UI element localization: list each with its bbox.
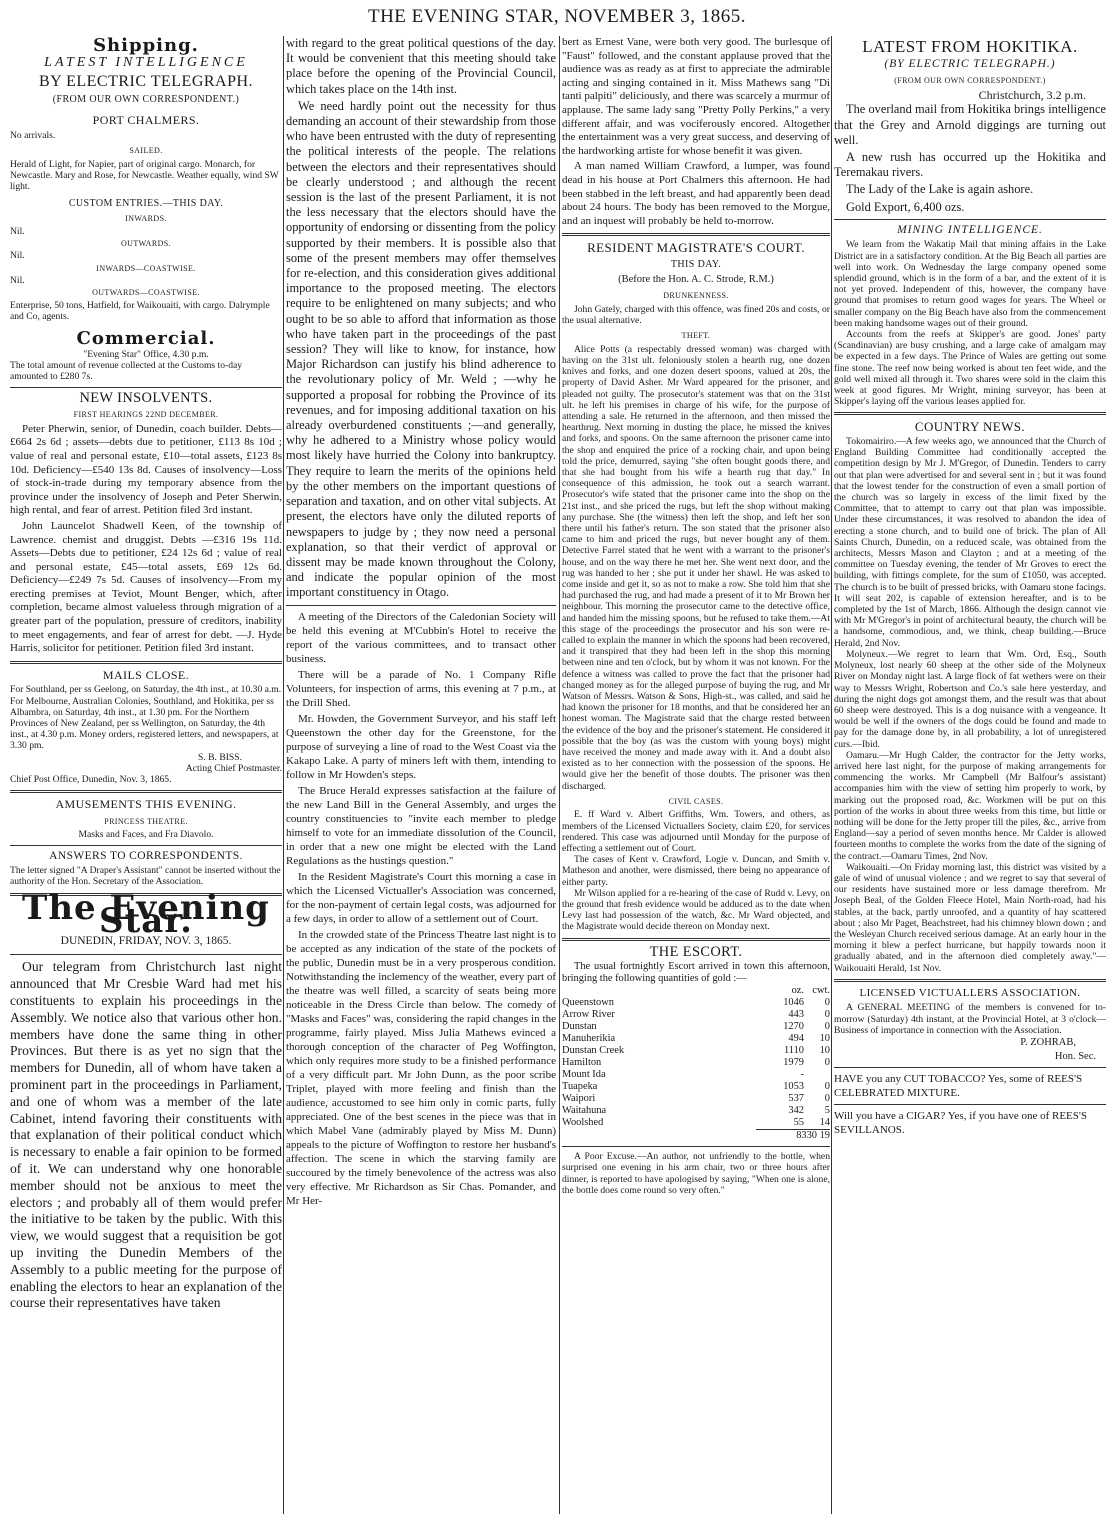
port-chalmers-heading: PORT CHALMERS.: [92, 113, 200, 128]
new-insolvents-heading: NEW INSOLVENTS.: [79, 389, 213, 406]
poor-excuse: A Poor Excuse.—An author, not unfriendly to the bottle, when surprised one evening in his arm chair, two or three hours after dinner, is reported to have apologised by saying, "When one is alone, the bottle does come round so very often.": [562, 1151, 830, 1196]
zohrab-name: P. ZOHRAB,: [1020, 1036, 1076, 1048]
answers-heading: ANSWERS TO CORRESPONDENTS.: [49, 849, 243, 862]
table-row: Dunstan Creek 1110 10: [562, 1045, 830, 1057]
column-1: [10, 36, 282, 1514]
column-rule: [559, 36, 560, 1514]
civil-cases-heading: CIVIL CASES.: [668, 796, 724, 806]
column-rule: [831, 36, 832, 1514]
inwards-heading: INWARDS.: [125, 213, 167, 223]
latest-intelligence: LATEST INTELLIGENCE: [44, 54, 248, 70]
lady-of-lake: The Lady of the Lake is again ashore.: [846, 182, 1034, 197]
enterprise-entry: Enterprise, 50 tons, Hatfield, for Waikouaiti, with cargo. Dalrymple and Co, agents.: [10, 299, 270, 323]
rmc-heading: RESIDENT MAGISTRATE'S COURT.: [587, 240, 805, 256]
column-3: [562, 36, 830, 1514]
masthead: THE EVENING STAR, NOVEMBER 3, 1865.: [367, 6, 747, 27]
by-electric-telegraph: BY ELECTRIC TELEGRAPH.: [38, 73, 254, 91]
shipping-heading: Shipping.: [93, 36, 199, 56]
overland-mail: The overland mail from Hokitika brings intelligence that the Grey and Arnold diggings are turning out well.: [834, 102, 1106, 147]
inwards-coastwise-nil: Nil.: [10, 275, 25, 287]
escort-total: 8330 19: [756, 1130, 830, 1143]
own-correspondent: (FROM OUR OWN CORRESPONDENT.): [52, 93, 240, 105]
column-2: [286, 36, 556, 1514]
table-row: Hamilton 1979 0: [562, 1057, 830, 1069]
review-continued: bert as Ernest Vane, were both very good. The burlesque of "Faust" followed, and the constant applause proved that the audience was as ready as at first to appreciate the admirable acting and singing contained in it. Miss Mathews sang "Di tanti palpiti" deliciously, and there was scarcely a murmur of applause. The same lady sang "Pretty Polly Perkins," a very different affair, and was vociferously encored. Altogether the entertainment was a very great success, and deserving of the hardworking artiste for whose benefit it was given.: [562, 36, 830, 157]
table-row: Waitahuna 342 5: [562, 1105, 830, 1117]
table-row: Queenstown 1046 0: [562, 997, 830, 1009]
princess-theatre-review: In the crowded state of the Princess Theatre last night is to be accepted as any indication of the state of the pockets of the public, Dunedin must be in a very prosperous condition. Notwithstanding the inclemency of the weather, every part of the theatre was well filled, a scarcity of seats being more noticeable in the Dress Circle than below. The comedy of "Masks and Faces" was, considering the rapid changes in the programme, fairly played. Miss Julia Mathews evinced a thorough conception of the character of Peg Woffington, which only requires more study to be a finished performance of a very difficult part. Mr John Dunn, as the poor scribe Triplet, played with more feeling and finish than the audience, accustomed to see him only in comic parts, fully appreciated. One of the best scenes in the piece was that in which Mabel Vane (admirably played by Miss M. Dunn) appeals to the picture of Woffington to restore her husband's affection. The scene in which the starving family are succoured by the timely benevolence of the actress was also very effective. Mr Richardson as Sir Chas. Pomander, and Mr Her-: [286, 928, 556, 1207]
table-row: Waipori 537 0: [562, 1093, 830, 1105]
own-correspondent-4: (FROM OUR OWN CORRESPONDENT.): [894, 76, 1046, 86]
kent-cases: The cases of Kent v. Crawford, Logie v. Duncan, and Smith v. Matheson and another, were dismissed, there being no appearance of either party.: [562, 854, 830, 888]
lva-heading: LICENSED VICTUALLERS ASSOCIATION.: [859, 986, 1081, 999]
inwards-coastwise-heading: INWARDS—COASTWISE.: [96, 263, 196, 273]
bruce-herald-note: The Bruce Herald expresses satisfaction at the failure of the new Land Bill in the General Assembly, and urges the country constituencies to "invite each member to pledge himself to vote for an immediate dissolution of the Council, in order that a new one might be elected with the Land Regulations as the hustings question.": [286, 784, 556, 867]
insolvent-keen: John Launcelot Shadwell Keen, of the township of Lawrence. chemist and druggist. Debts —£316 19s 11d. Assets—Debts due to petitioner, £24 12s 6d ; value of real and personal estate, £45—total assets, £69 12s 6d. Deficiency—£249 7s 5d. Causes of insolvency—From my erecting premises at Teviot, Mount Benger, which, after completion, became almost valueless through migration of a greater part of the population, pressure of creditors, inability to meet engagements, and fear of arrest for debt. —J. Hyde Harris, solicitor for petitioner. Petition filed 3rd instant.: [10, 519, 282, 655]
hon-sec: Hon. Sec.: [1054, 1050, 1096, 1062]
postmaster-name: S. B. BISS.: [198, 751, 242, 763]
table-row: Tuapeka 1053 0: [562, 1081, 830, 1093]
table-row: Arrow River 443 0: [562, 1009, 830, 1021]
potts-case: Alice Potts (a respectably dressed woman) was charged with having on the 31st ult. feloniously stolen a hearth rug, one dozen knives and forks, and one dozen desert spoons, valued at 20s, the property of David Asher. Mr Ward appeared for the prisoner, and pleaded not guilty. The prosecutor's statement was that on the 31st ult. he left his premises in charge of his wife, for the purpose of attending a sale. He returned in the afternoon, and then missed the hearthrug. Next morning in dusting the place, he missed the knives and forks, and spoons. On the same afternoon the prisoner came into the shop and enquired the price of a rocking chair, and upon being told the price, demurred, saying "she often bought goods there, and that she had bought from his wife a hearth rug that day." In consequence of this admission, he took out a search warrant. Prosecutor's wife stated that the prisoner came into the shop on the 21st inst., and she priced the rugs, but left the shop without making any purchase. She (the witness) then left the shop, and left her son there until his father's return. The son stated that the prisoner also came to him and priced the rugs, but never bought any of them. Detective Farrel stated that he went with a warrant to the prisoner's house, and on the way there he met her. She went next door, and the rug was handed to her ; she put it under her shawl. He was asked to come inside and get it, so as not to make a row. She told him that she had purchased the rug, and had made a present of it to Mr Brown her neighbour. This morning the prosecutor came to the detective office, and handed him the missing spoons, but he refused to take them.—At this stage of the proceedings the prosecutor and his son were re-called to explain the manner in which the spoons had been recovered, and it transpired that they had been left in the shop this morning between nine and ten o'clock, but by whom it was not known. For the defence a witness was called to prove the fact that the prisoner had changed money as for the alleged purpose of buying the rug, and Mr Watson of Messrs. Watson & Sons, High-st., was called, and said he had known the prisoner for 18 months, and that he considered her an honest woman. The Magistrate said that the charge rested between the evidence of the boy and the prisoner's statement. He considered it possible that the boy (as was the custom with young boys) might have received the money and made away with it. And a doubt also existed as to her connection with the possession of the spoons. He would give her the benefit of those doubts. The prisoner was then discharged.: [562, 343, 830, 792]
rifle-parade-note: There will be a parade of No. 1 Company Rifle Volunteers, for inspection of arms, this evening at 7 p.m., at the Drill Shed.: [286, 668, 556, 709]
tokomairiro-news: Tokomairiro.—A few weeks ago, we announced that the Church of England Building Committee had conditionally accepted the competition design by Mr J. M'Gregor, of Dunedin. Tenders to carry out that plan were advertised for and several sent in ; but it was found that the lowest tender for the construction of even a small portion of the church was so largely in excess of the limit fixed by the Committee, that to attempt to carry out that plan was impossible. Under these circumstances, it was resolved to abandon the idea of erecting a stone church, and to build one of brick. The plan of All Saints Church, Dunedin, on a reduced scale, was obtained from the architects, Messrs Mason and Clayton ; and at a meeting of the committee on Tuesday evening, the tender of Mr Groves to erect the building, with fittings complete, for the sum of £1050, was accepted. The church is to be built of pressed bricks, with Oamaru stone facings. It will seat 202, is capable of extension hereafter, and is to be completed by the 1st of March, 1866. Although the design cannot vie with Mr M'Gregor's in point of architectural beauty, the church will be a handsome, commodious, and, we think, cheap building.—Bruce Herald, 2nd Nov.: [834, 436, 1106, 649]
oamaru-news: Oamaru.—Mr Hugh Calder, the contractor for the Jetty works, arrived here last night, for the purpose of making arrangements for commencing the works. Mr Campbell (Mr Balfour's assistant) accompanies him with the view of setting him properly to work, by marking out the proposed road, &c. Workmen will be put on this portion of the works in about three weeks from this time, but little or nothing will be done for the Jetty proper till the piles, &c., arrive from England—say a period of seven months hence. Mr Calder is allowed fourteen months to complete the works from the date of the signing of the contract.—Oamaru Times, 2nd Nov.: [834, 749, 1106, 862]
before-magistrate: (Before the Hon. A. C. Strode, R.M.): [618, 273, 774, 285]
column-rule: [283, 36, 284, 1514]
crawford-death: A man named William Crawford, a lumper, was found dead in his house at Port Chalmers this afternoon. He had been stabbed in the left breast, and had apparently been dead about 24 hours. The body has been removed to the Morgue, and an inquest will probably be held to-morrow.: [562, 160, 830, 227]
sailed-heading: SAILED.: [129, 146, 163, 156]
country-news-heading: COUNTRY NEWS.: [914, 419, 1026, 435]
no-arrivals: No arrivals.: [10, 129, 56, 141]
caledonian-note: A meeting of the Directors of the Caledonian Society will be held this evening at M'Cubbin's Hotel to receive the report of the various committees, and to transact other business.: [286, 610, 556, 665]
masks-and-faces: Masks and Faces, and Fra Diavolo.: [78, 829, 214, 841]
leader-paragraph-2: We need hardly point out the necessity for thus demanding an account of their stewardship from those who have been entrusted with the duty of representing the political interests of the people. The relations between the electors and their representatives should be clearly understood ; and although the recent session is the last of the present Parliament, it is not the less necessary that the electors should have the opportunity of endorsing or dissenting from the policy supported by their members. It is possible also that some of the present members may offer themselves for re-election, and this consideration gives additional importance to the proposed meeting. The electors require to be enlightened on many subjects; and who ought to be so able to afford that information as those who have taken part in the proceedings of the past session? They will like to know, for instance, how Major Richardson can justify his blind adherence to the revolutionary policy of Mr. Weld ; —why he supported a proposal for robbing the Province of its revenues, and for imposing additional taxation on his already overburdened constituents ;—and generally, why he adhered to a Ministry whose policy would most likely have hurried the Colony into bankruptcy. They require to learn the merits of the opinions held by the other members on the important questions of separation and taxation, and on other vital subjects. At present, the electors have only the diluted reports of newspapers to judge by ; they now need a personal explanation, so that their verdict of approval or dissent may be made known throughout the Colony, and indicate the popular opinion of the most important constituency in Otago.: [286, 98, 556, 600]
table-row: Mount Ida -: [562, 1069, 804, 1081]
sailed-list: Herald of Light, for Napier, part of original cargo. Monarch, for Newcastle. Mary and Rose, for Newcastle. Weather equally, wind SW light.: [10, 158, 279, 193]
revenue-note: The total amount of revenue collected at the Customs to-day amounted to £280 7s.: [10, 360, 243, 383]
wakatip-report: We learn from the Wakatip Mail that mining affairs in the Lake District are in a satisfactory condition. At the Big Beach all parties are well into work. On Wednesday the large company opened some splendid ground, which is in the form of a bar, and the extent of it is not yet proved. Independent of this, however, the company have ground that promises to return good wages for years. The Wheel or smaller company on the Big Beach have also from the commencement been making handsome wages out of their ground.: [834, 239, 1106, 329]
escort-table: oz. cwt. Queenstown 1046 0 Arrow River 443 0 Dunstan 1270 0 Manuherikia 494 10 Dunstan Creek 1110 10 Hamilton 1979 0 Mount Ida - Tuapeka 1053 0 Waipori 537 0 Waitahuna 342 5 Woolshed 55 14 8330 19: [562, 985, 830, 1142]
by-electric: (BY ELECTRIC TELEGRAPH.): [884, 57, 1056, 70]
gold-export: Gold Export, 6,400 ozs.: [846, 199, 965, 214]
waikouaiti-news: Waikouaiti.—On Friday morning last, this district was visited by a gale of wind of unusual violence ; and we regret to say that several of our residents have sustained more or less damage therefrom. Mr Joseph Beal, of the Golden Fleece Hotel, Main North-road, had his stables, at the back, partly unroofed, and a quantity of hay scattered about ; also Mr Paget, Beachstreet, had his chimney blown down ; and the Wesleyan Church received serious damage. At an early hour in the morning it blew a perfect hurricane, but happily towards noon it gradually abated, and in the afternoon died completely away."—Waikouaiti Herald, 1st Nov.: [834, 861, 1106, 974]
commercial-heading: Commercial.: [76, 328, 216, 350]
rm-court-note: In the Resident Magistrate's Court this morning a case in which the Licensed Victualler's Association was concerned, for the non-payment of certain legal costs, was adjourned for a few days, in order to allow of a settlement out of Court.: [286, 870, 556, 925]
escort-heading: THE ESCORT.: [649, 943, 743, 960]
outwards-nil: Nil.: [10, 250, 25, 262]
dateline: DUNEDIN, FRIDAY, NOV. 3, 1865.: [60, 934, 232, 947]
amusements-heading: AMUSEMENTS THIS EVENING.: [55, 797, 237, 812]
escort-intro: The usual fortnightly Escort arrived in town this afternoon, bringing the following quantities of gold :—: [562, 961, 830, 985]
outwards-coastwise-heading: OUTWARDS—COASTWISE.: [92, 288, 200, 298]
answers-text: The letter signed "A Draper's Assistant" cannot be inserted without the authority of the Hon. Secretary of the Association.: [10, 865, 281, 888]
table-row: Manuherikia 494 10: [562, 1033, 830, 1045]
outwards-heading: OUTWARDS.: [120, 238, 172, 248]
gately-case: John Gately, charged with this offence, was fined 20s and costs, or the usual alternative.: [562, 303, 830, 326]
postmaster-title: Acting Chief Postmaster.: [185, 762, 282, 774]
tobacco-advert: HAVE you any CUT TOBACCO? Yes, some of REES'S CELEBRATED MIXTURE.: [834, 1073, 1083, 1100]
inwards-nil: Nil.: [10, 225, 25, 237]
leader-continued: with regard to the great political questions of the day. It would be convenient that this meeting should take place before the opening of the Provincial Council, which takes place on the 14th inst.: [286, 36, 556, 96]
latest-hokitika-heading: LATEST FROM HOKITIKA.: [862, 37, 1078, 56]
christchurch-time: Christchurch, 3.2 p.m.: [978, 87, 1086, 102]
office-time: "Evening Star" Office, 4.30 p.m.: [83, 348, 209, 360]
theft-heading: THEFT.: [681, 331, 711, 341]
post-office-date: Chief Post Office, Dunedin, Nov. 3, 1865.: [10, 774, 172, 786]
cigar-advert: Will you have a CIGAR? Yes, if you have one of REES'S SEVILLANOS.: [834, 1110, 1087, 1137]
mails-list: For Southland, per ss Geelong, on Saturday, the 4th inst., at 10.30 a.m. For Melbourne, Australian Colonies, Southland, and Hokitika, per ss Albambra, on Saturday, 4th inst., at 1.30 pm. For the Northern Provinces of New Zealand, per ss Wellington, on Saturday, the 4th inst., at 4.30 p.m. Money orders, registered letters, and newspapers, at 3.30 pm.: [10, 684, 282, 752]
leader-article: Our telegram from Christchurch last night announced that Mr Cresbie Ward had met his constituents to explain his proceedings in the Assembly. We notice also that various other hon. members have done the same thing in other Provinces. But there is as yet no sign that the members for Dunedin, all of whom have taken a prominent part in the proceedings in Parliament, and one of whom was a member of the late Cabinet, intend favoring their constituents with that explanation of their political conduct which is necessary to enable a fair opinion to be formed of it. We can understand why one honorable member should not be anxious to meet the electors ; and probably all of them would prefer the initiative to be taken by the public. With this view, we would suggest that a requisition be got up inviting the Dunedin Members of the Assembly to a public meeting for the purpose of enabling the electors to hear an explanation of the course their representatives have taken: [10, 959, 282, 1311]
skippers-report: Accounts from the reefs at Skipper's are good. Jones' party (Scandinavian) are busy crushing, and a large cake of amalgam may be expected in a few days. The Prince of Wales are getting out some fine stone. The reef now being worked is about ten feet wide, and the gold well mixed all through it. Two shares were sold in the claim this week at good figures. Mr Wright, mining surveyor, has been at Skipper's laying off the various leases applied for.: [834, 329, 1106, 408]
ward-case: E. ff Ward v. Albert Griffiths, Wm. Towers, and others, as members of the Licensed Victuallers Society, claim £20, for services rendered. This case was adjourned until Monday for the purpose of effecting a settlement out of Court.: [562, 809, 830, 855]
drunkenness-heading: DRUNKENNESS.: [663, 291, 729, 301]
mining-intelligence-heading: MINING INTELLIGENCE.: [897, 223, 1043, 236]
first-hearings: FIRST HEARINGS 22ND DECEMBER.: [73, 410, 219, 420]
molyneux-news: Molyneux.—We regret to learn that Wm. Ord, Esq., South Molyneux, lost nearly 60 sheep at the other side of the Molyneux River on Monday night last. A large flock of fat wethers were on their way to Messrs Wright, Robertson and Co.'s sale here yesterday, and during the night dogs got amongst them, and the result was that about 60 sheep were destroyed. This is a dog nuisance with a vengeance. It would be well if the owners of the dogs could be found and made to pay for the damage done by, in all probability, a lot of unregistered curs.—Ibid.: [834, 648, 1106, 750]
paper-title: The Evening Star.: [22, 887, 270, 942]
princess-theatre: PRINCESS THEATRE.: [104, 816, 188, 826]
lva-notice: A GENERAL MEETING of the members is convened for to-morrow (Saturday) 4th instant, at the Provincial Hotel, at 3 o'clock—Business of importance in connection with the Association.: [834, 1002, 1106, 1036]
mails-close-heading: MAILS CLOSE.: [102, 667, 190, 682]
howden-note: Mr. Howden, the Government Surveyor, and his staff left Queenstown the other day for the Greenstone, for the purpose of surveying a line of road to the West Coast via the Kakapo Lake. A party of miners left with them, intending to follow in Mr Howden's steps.: [286, 712, 556, 781]
new-rush: A new rush has occurred up the Hokitika and Teremakau rivers.: [834, 149, 1106, 180]
this-day: THIS DAY.: [670, 258, 722, 270]
column-4: [834, 36, 1106, 1514]
table-row: Dunstan 1270 0: [562, 1021, 830, 1033]
wilson-application: Mr Wilson applied for a re-hearing of the case of Rudd v. Levy, on the ground that fresh evidence would be adduced as to the date when Levy last had possession of the watch, &c. Mr Ward objected, and the Magistrate would decide thereon on Monday next.: [562, 887, 830, 933]
insolvent-pherwin: Peter Pherwin, senior, of Dunedin, coach builder. Debts—£664 2s 6d ; assets—debts due to petitioner, £113 8s 10d ; value of real and personal estate, £10—total assets, £123 8s 10d. Deficiency—£540 13s 8d. Causes of insolvency—Loss of stock-in-trade during my temporary absence from the province under the insolvency of Joseph and Peter Sherwin, high rental, and fear of arrest. Petition filed 3rd instant.: [10, 422, 282, 517]
table-row: Woolshed 55 14: [562, 1117, 830, 1129]
custom-entries-heading: CUSTOM ENTRIES.—THIS DAY.: [68, 198, 224, 210]
